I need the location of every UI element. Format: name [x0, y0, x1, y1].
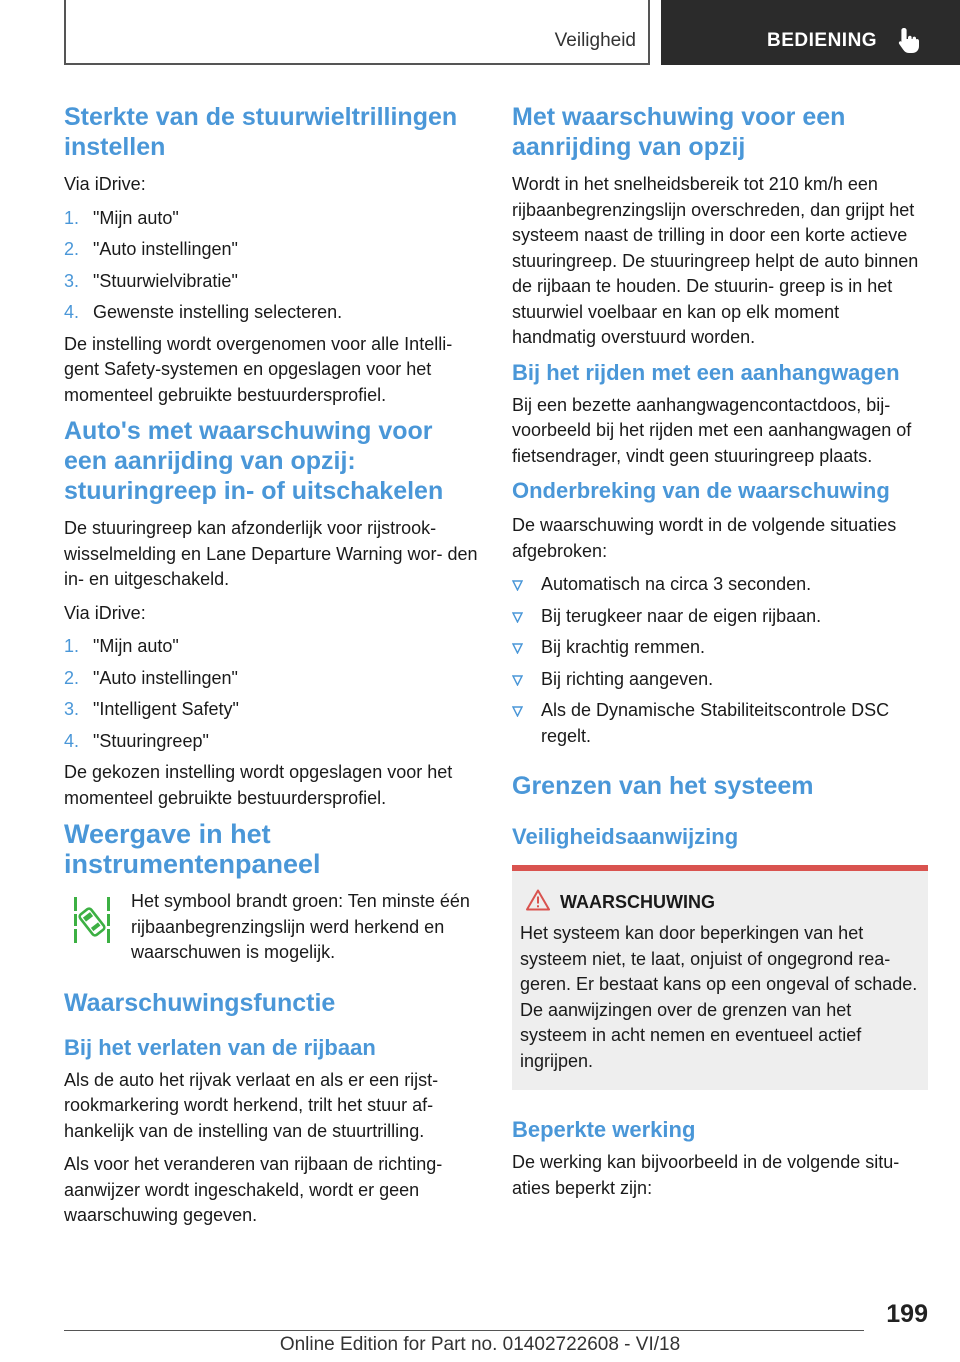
triangle-bullet-icon	[512, 643, 523, 654]
right-column	[512, 102, 928, 1209]
lane-departure-icon	[72, 895, 112, 945]
list-item	[512, 635, 928, 661]
via-idrive-text: Via iDrive:	[64, 174, 146, 194]
warning-box	[512, 865, 928, 1090]
paragraph: De werking kan bijvoorbeeld in de volgende situ‐ aties beperkt zijn:	[512, 1152, 900, 1198]
paragraph: De waarschuwing wordt in de volgende situaties afgebroken:	[512, 515, 897, 561]
header-bottom-rule	[64, 63, 650, 65]
step-text: "Auto instellingen"	[93, 667, 238, 688]
heading-rijden-aanhangwagen: Bij het rijden met een aanhangwagen	[512, 359, 900, 385]
list-item	[512, 698, 928, 749]
footer-rule	[64, 1330, 864, 1331]
step-text: "Mijn auto"	[93, 207, 179, 228]
footer-edition: Online Edition for Part no. 01402722608 - VI/18	[279, 1334, 681, 1355]
paragraph: Als de auto het rijvak verlaat en als er een rijst‐ rookmarkering wordt herkend, trilt het stuur af‐ hankelijk van de instelling van de stuurtrilling.	[64, 1069, 439, 1141]
warning-triangle-icon	[526, 889, 550, 911]
step-text: "Intelligent Safety"	[93, 699, 239, 719]
heading-veiligheidsaanwijzing: Veiligheidsaanwijzing	[512, 824, 739, 849]
symbol-description	[64, 889, 480, 966]
hand-pointer-icon	[897, 26, 921, 54]
paragraph: Wordt in het snelheidsbereik tot 210 km/h een rijbaanbegrenzingslijn overschreden, dan grijpt het systeem naast de trilling in door een korte actieve stuuringreep. De stuuringreep helpt de auto binnen de rijbaan te houden. De stuurin‐ greep is in het stuurwiel voelbaar en kan op elk moment handmatig overstuurd worden.	[512, 174, 919, 347]
triangle-bullet-icon	[512, 675, 523, 686]
bullet-text: Als de Dynamische Stabiliteitscontrole DSC regelt.	[541, 700, 890, 746]
paragraph: De stuuringreep kan afzonderlijk voor rijstrook‐ wisselmelding en Lane Departure Warning wor‐ den in- en uitgeschakeld.	[64, 518, 478, 589]
list-item	[64, 269, 480, 295]
list-item	[64, 729, 480, 755]
paragraph: Bij een bezette aanhangwagencontactdoos, bij‐ voorbeeld bij het rijden met een aanhangwagen of fietsendrager, vindt geen stuuringreep plaats.	[512, 394, 912, 466]
list-item	[64, 634, 480, 660]
heading-stuuringreep-in-uitschakelen: Auto's met waarschuwing voor een aanrijding van opzij: stuuringreep in- of uitschakelen	[64, 417, 444, 505]
step-text: "Stuuringreep"	[93, 730, 209, 751]
step-number: 2.	[64, 667, 80, 688]
via-idrive-text: Via iDrive:	[64, 602, 146, 623]
bullet-text: Bij krachtig remmen.	[541, 637, 706, 657]
list-item	[64, 206, 480, 232]
header-left-rule	[64, 0, 66, 64]
bullet-text: Bij richting aangeven.	[541, 668, 714, 689]
header-chapter-label: BEDIENING	[767, 30, 878, 51]
step-number: 4.	[64, 730, 80, 751]
triangle-bullet-icon	[512, 580, 523, 591]
heading-grenzen-systeem: Grenzen van het systeem	[512, 772, 814, 800]
steps-list	[64, 634, 480, 754]
heading-onderbreking-waarschuwing: Onderbreking van de waarschuwing	[512, 478, 890, 503]
list-item	[64, 666, 480, 692]
warning-title-text: WAARSCHUWING	[560, 892, 715, 912]
heading-weergave-instrumentenpaneel: Weergave in het instrumentenpaneel	[64, 819, 321, 879]
bullet-list	[512, 572, 928, 749]
paragraph: De instelling wordt overgenomen voor alle Intelli‐ gent Safety-systemen en opgeslagen voor het momenteel gebruikte bestuurdersprofiel.	[64, 333, 453, 405]
step-number: 1.	[64, 207, 80, 228]
list-item	[64, 300, 480, 326]
symbol-text: Het symbool brandt groen: Ten minste één rijbaanbegrenzingslijn werd herkend en waarschuwen is mogelijk.	[131, 891, 470, 962]
heading-waarschuwingsfunctie: Waarschuwingsfunctie	[64, 988, 336, 1017]
step-number: 3.	[64, 270, 80, 291]
left-column	[64, 102, 480, 1237]
page-number: 199	[886, 1300, 928, 1328]
paragraph: De gekozen instelling wordt opgeslagen voor het momenteel gebruikte bestuurdersprofiel.	[64, 762, 453, 808]
list-item	[512, 604, 928, 630]
step-text: "Mijn auto"	[93, 636, 179, 656]
header-section-label: Veiligheid	[554, 30, 636, 51]
heading-verlaten-rijbaan: Bij het verlaten van de rijbaan	[64, 1034, 376, 1060]
list-item	[512, 667, 928, 693]
bullet-text: Bij terugkeer naar de eigen rijbaan.	[541, 605, 822, 626]
step-text: "Stuurwielvibratie"	[93, 270, 238, 291]
steps-list	[64, 206, 480, 326]
list-item	[64, 237, 480, 263]
header-chapter-tab[interactable]	[661, 0, 960, 65]
header-divider	[648, 0, 650, 65]
step-number: 2.	[64, 239, 80, 259]
step-number: 4.	[64, 302, 80, 322]
heading-beperkte-werking: Beperkte werking	[512, 1117, 696, 1142]
step-number: 1.	[64, 636, 80, 656]
list-item	[512, 572, 928, 598]
triangle-bullet-icon	[512, 612, 523, 623]
step-number: 3.	[64, 699, 80, 719]
step-text: Gewenste instelling selecteren.	[93, 302, 343, 322]
list-item	[64, 697, 480, 723]
heading-waarschuwing-aanrijding-opzij: Met waarschuwing voor een aanrijding van opzij	[512, 103, 846, 161]
warning-text: Het systeem kan door beperkingen van het systeem niet, te laat, onjuist of ongegrond rea‐ geren. Er bestaat kans op een ongeval of schade. De aanwijzingen over de grenzen van het systeem in acht nemen en eventueel actief ingrijpen.	[520, 923, 918, 1071]
warning-title	[520, 887, 920, 917]
step-text: "Auto instellingen"	[93, 239, 238, 259]
bullet-text: Automatisch na circa 3 seconden.	[541, 574, 812, 594]
paragraph: Als voor het veranderen van rijbaan de richting‐ aanwijzer wordt ingeschakeld, wordt er geen waarschuwing gegeven.	[64, 1154, 443, 1225]
heading-sterkte-stuurwieltrillingen: Sterkte van de stuurwieltrillingen instellen	[64, 103, 458, 161]
triangle-bullet-icon	[512, 706, 523, 717]
